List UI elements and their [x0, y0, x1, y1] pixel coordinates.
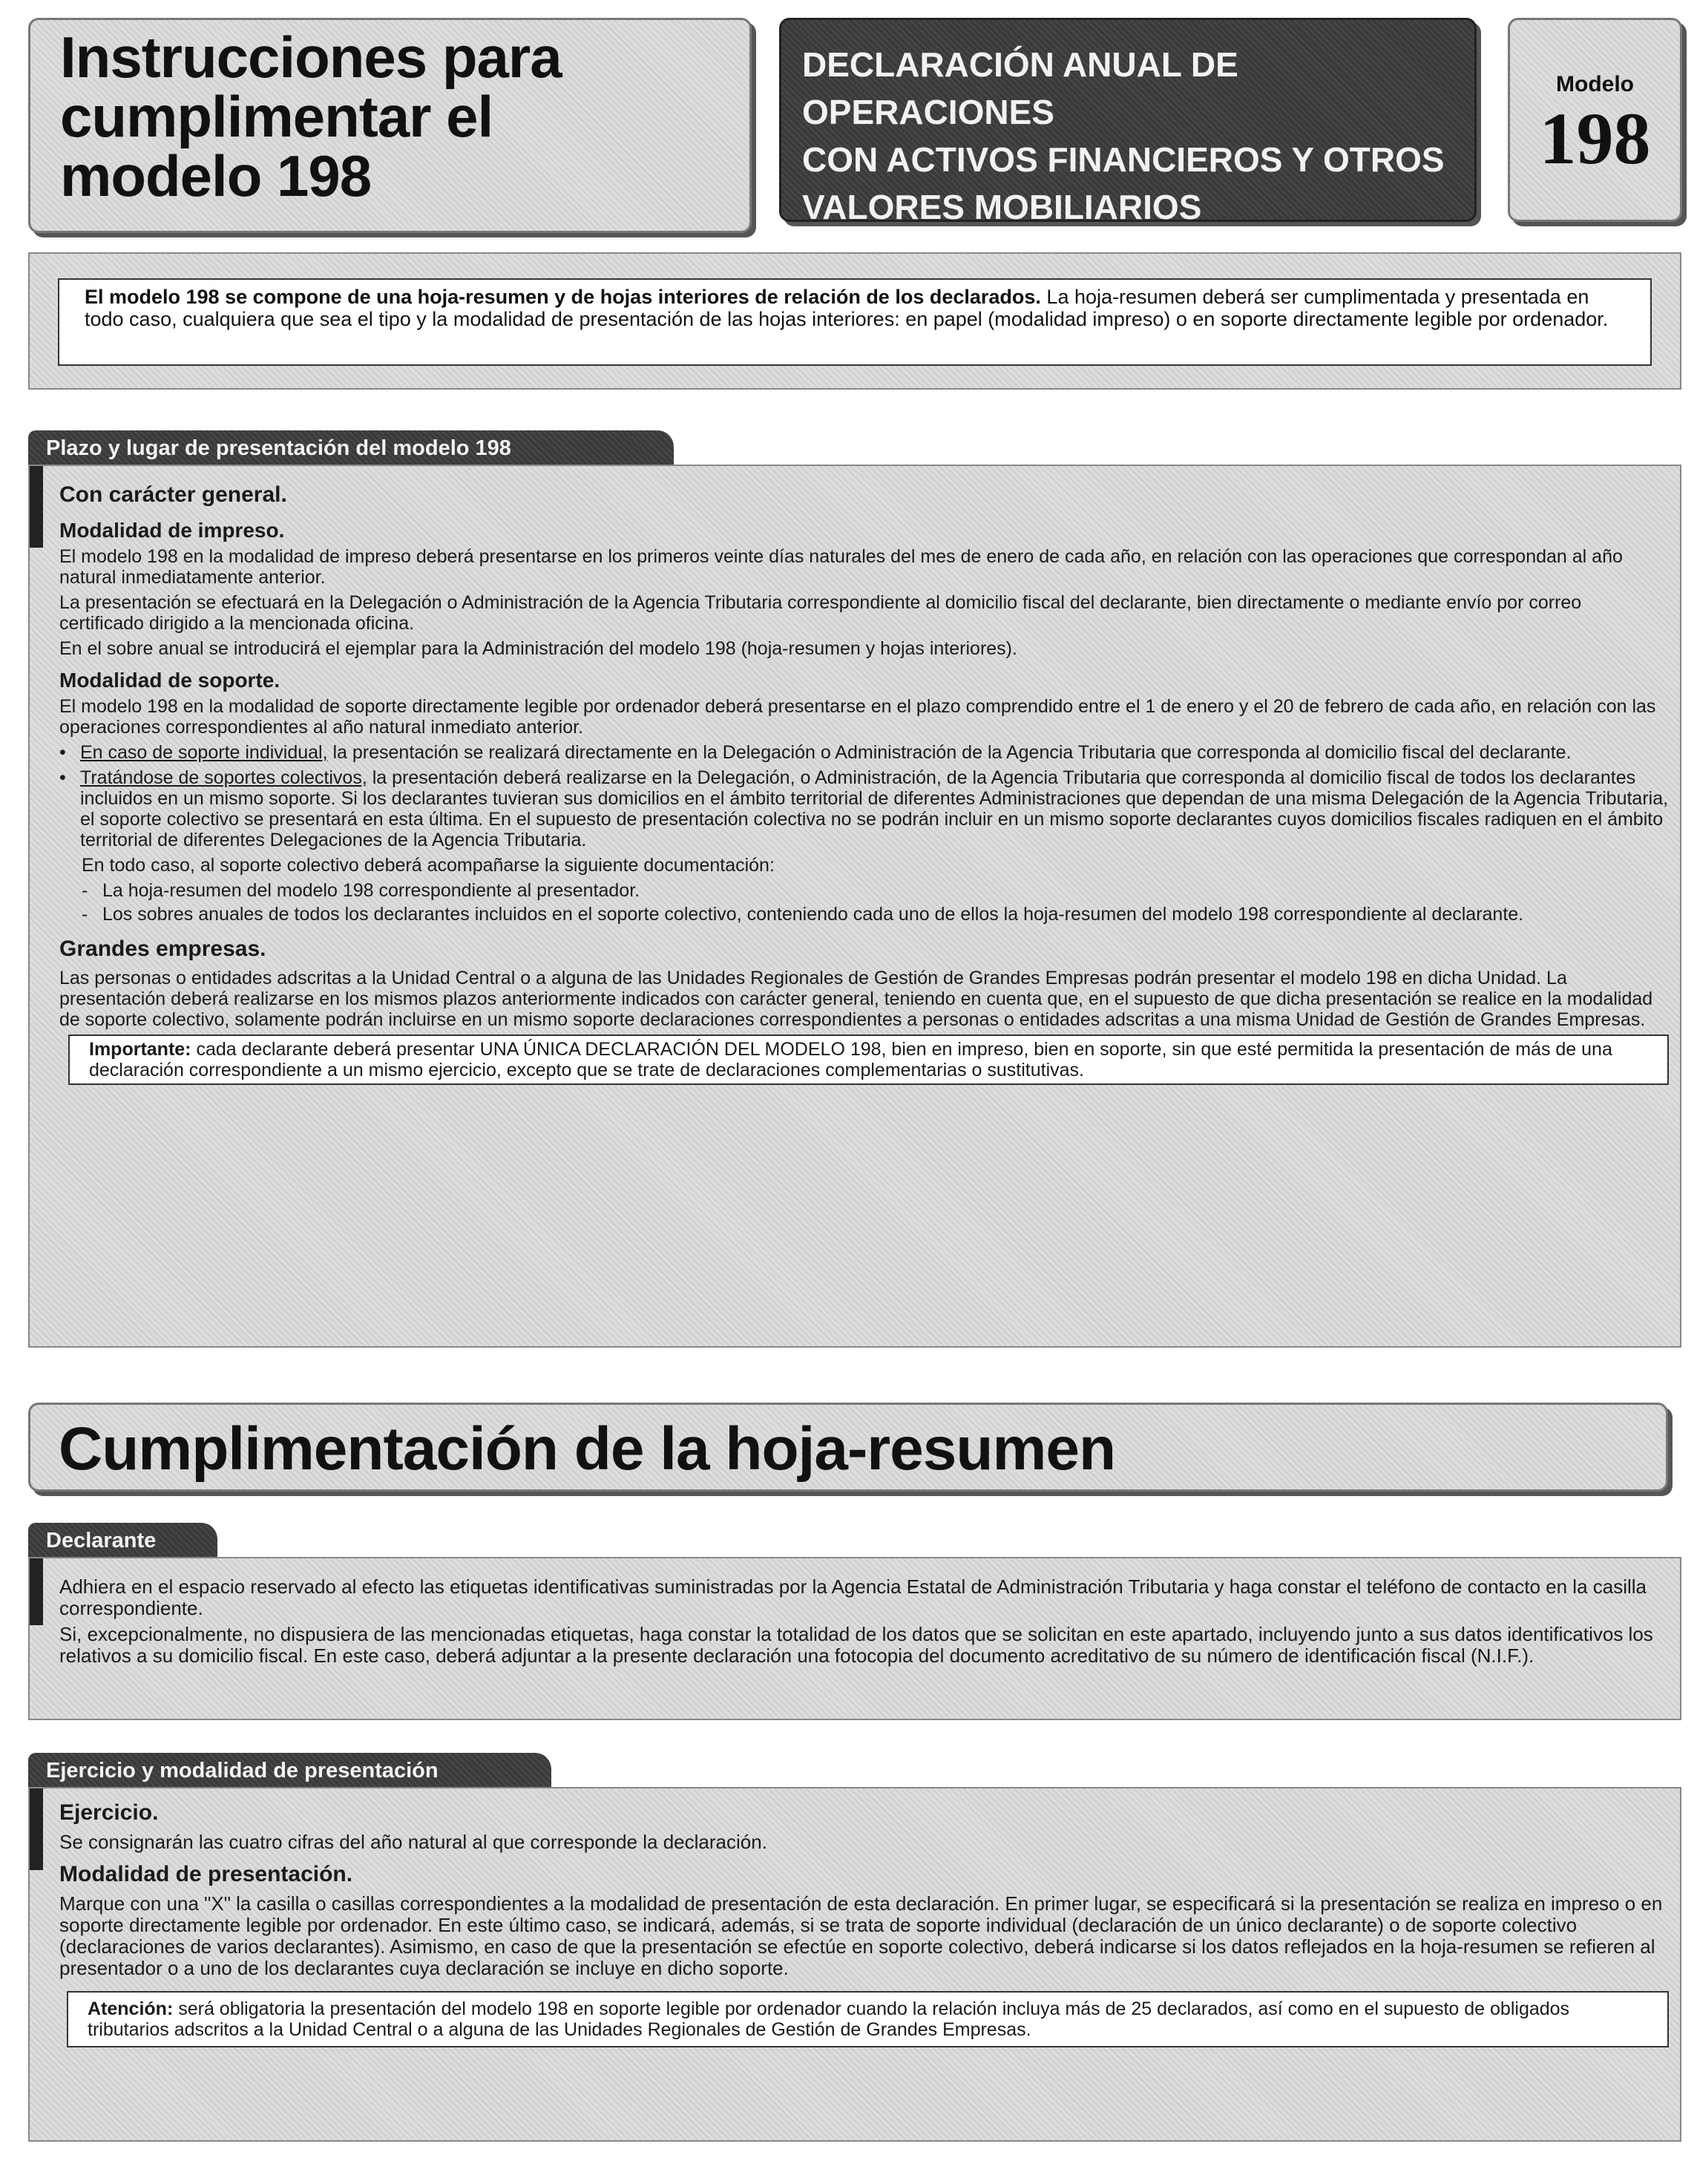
title-line-2: cumplimentar el [60, 84, 493, 149]
document-title [28, 18, 752, 233]
modelo-label: Modelo [1556, 72, 1634, 96]
bullet-1-underlined: En caso de soporte individual, [80, 742, 328, 763]
tab-declarante [28, 1523, 217, 1557]
modelo-badge [1508, 18, 1682, 222]
tab-ejercicio-label: Ejercicio y modalidad de presentación [46, 1759, 439, 1783]
sub-item-1: La hoja-resumen del modelo 198 correspondiente al presentador. [102, 880, 640, 901]
tab-declarante-label: Declarante [46, 1529, 157, 1552]
sub-item-2: Los sobres anuales de todos los declarantes incluidos en el soporte colectivo, conteniendo cada uno de ellos la hoja-resumen del modelo 198 correspondiente al declarante. [102, 904, 1524, 925]
intro-bold: El modelo 198 se compone de una hoja-resumen y de hojas interiores de relación de los declarados. [85, 286, 1041, 308]
tab-ejercicio [28, 1753, 551, 1787]
intro-text: La hoja-resumen deberá ser cumplimentada y presentada en todo caso, cualquiera que sea el tipo y la modalidad de presentación de las hojas interiores: en papel (modalidad impreso) o en soporte directamente legible por ordenador. [85, 286, 1609, 330]
importante-box [68, 1034, 1669, 1085]
atencion-box [67, 1991, 1669, 2047]
impreso-paragraph-2: La presentación se efectuará en la Delegación o Administración de la Agencia Tributaria correspondiente al domicilio fiscal del declarante, bien directamente o mediante envío por correo certificado dirigido a la mencionada oficina. [59, 592, 1582, 634]
tab-plazo [28, 430, 674, 465]
soporte-paragraph: El modelo 198 en la modalidad de soporte directamente legible por ordenador deberá presentarse en el plazo comprendido entre el 1 de enero y el 20 de febrero de cada año, en relación con las operaciones correspondientes al año natural inmediato anterior. [59, 696, 1656, 738]
grandes-paragraph: Las personas o entidades adscritas a la Unidad Central o a alguna de las Unidades Regionales de Gestión de Grandes Empresas podrán presentar el modelo 198 en dicha Unidad. La presentación deberá realizarse en los mismos plazos anteriormente indicados con carácter general, teniendo en cuenta que, en el supuesto de que dicha presentación se realice en la modalidad de soporte colectivo, solamente podrán incluirse en un mismo soporte declaraciones correspondientes a personas o entidades adscritas a una misma Unidad de Gestión de Grandes Empresas. [59, 968, 1653, 1030]
bullet-1-text: la presentación se realizará directamente en la Delegación o Administración de la Agencia Tributaria que corresponda al domicilio fiscal del declarante. [327, 742, 1572, 763]
list-item [59, 767, 1669, 850]
atencion-text: será obligatoria la presentación del modelo 198 en soporte legible por ordenador cuando la relación incluya más de 25 declarados, así como en el supuesto de obligados tributarios adscritos a la Unidad Central o a alguna de las Unidades Regionales de Gestión de Grandes Empresas. [88, 1998, 1570, 2040]
colectivo-intro: En todo caso, al soporte colectivo deberá acompañarse la siguiente documentación: [82, 855, 775, 876]
title-line-1: Instrucciones para [60, 24, 562, 90]
list-item [82, 904, 1669, 925]
plazo-content [59, 478, 1669, 1085]
declarante-paragraph-1: Adhiera en el espacio reservado al efecto las etiquetas identificativas suministradas por la Agencia Estatal de Administración Tributaria y haga constar el teléfono de contacto en la casilla correspondiente. [59, 1575, 1647, 1619]
list-item [82, 880, 1669, 901]
dash-icon: - [82, 880, 88, 901]
impreso-heading: Modalidad de impreso. [59, 519, 285, 542]
section-marker [30, 1788, 43, 1870]
soporte-heading: Modalidad de soporte. [59, 669, 280, 692]
ejercicio-paragraph: Se consignarán las cuatro cifras del año natural al que corresponde la declaración. [59, 1831, 767, 1853]
grandes-heading: Grandes empresas. [59, 937, 266, 961]
ejercicio-content [59, 1796, 1669, 2047]
dash-icon: - [82, 904, 88, 925]
section-marker [30, 1558, 43, 1625]
atencion-label: Atención: [88, 1998, 174, 2019]
declaration-line-2: CON ACTIVOS FINANCIEROS Y OTROS [802, 140, 1445, 179]
section-marker [30, 466, 43, 548]
section-heading-text: Cumplimentación de la hoja-resumen [59, 1415, 1116, 1483]
general-heading: Con carácter general. [59, 482, 287, 507]
section-heading [28, 1403, 1668, 1492]
impreso-paragraph-1: El modelo 198 en la modalidad de impreso deberá presentarse en los primeros veinte días naturales del mes de enero de cada año, en relación con las operaciones que correspondan al año natural inmediatamente anterior. [59, 546, 1623, 588]
declaration-title [779, 18, 1477, 226]
impreso-paragraph-3: En el sobre anual se introducirá el ejemplar para la Administración del modelo 198 (hoja-resumen y hojas interiores). [59, 638, 1017, 659]
declarante-content [59, 1576, 1669, 1671]
modalidad-paragraph: Marque con una "X" la casilla o casillas correspondientes a la modalidad de presentación de esta declaración. En primer lugar, se especificará si la presentación se realiza en impreso o en soporte directamente legible por ordenador. En este último caso, se indicará, además, si se trata de soporte individual (declaración de un único declarante) o de soporte colectivo (declaraciones de varios declarantes). Asimismo, en caso de que la presentación se efectúe en soporte colectivo, deberá indicarse si los datos reflejados en la hoja-resumen se refieren al presentador o a uno de los declarantes cuya declaración se incluye en dicho soporte. [59, 1892, 1663, 1979]
list-item [59, 742, 1669, 763]
declaration-line-1: DECLARACIÓN ANUAL DE OPERACIONES [802, 45, 1238, 131]
importante-text: cada declarante deberá presentar UNA ÚNICA DECLARACIÓN DEL MODELO 198, bien en impreso, bien en soporte, sin que esté permitida la presentación de más de una declaración correspondiente a un mismo ejercicio, excepto que se trate de declaraciones complementarias o sustitutivas. [89, 1039, 1612, 1080]
bullet-icon: • [59, 767, 66, 788]
bullet-2-text: la presentación deberá realizarse en la Delegación, o Administración, de la Agencia Tributaria que corresponda al domicilio fiscal de todos los declarantes incluidos en un mismo soporte. Si los declarantes tuvieran sus domicilios en el ámbito territorial de diferentes Administraciones que dependan de una misma Delegación de la Agencia Tributaria, el soporte colectivo se presentará en esta última. En el supuesto de presentación colectiva no se podrán incluir en un mismo soporte declarantes cuyos domicilios fiscales radiquen en el ámbito territorial de diferentes Delegaciones de la Agencia Tributaria. [80, 767, 1669, 850]
declarante-paragraph-2: Si, excepcionalmente, no dispusiera de las mencionadas etiquetas, haga constar la totalidad de los datos que se solicitan en este apartado, incluyendo junto a sus datos identificativos los relativos a su domicilio fiscal. En este caso, deberá adjuntar a la presente declaración una fotocopia del documento acreditativo de su número de identificación fiscal (N.I.F.). [59, 1623, 1653, 1667]
modalidad-heading: Modalidad de presentación. [59, 1862, 353, 1886]
title-line-3: modelo 198 [60, 143, 372, 209]
bullet-icon: • [59, 742, 66, 763]
intro-box [58, 278, 1652, 366]
tab-plazo-label: Plazo y lugar de presentación del modelo 198 [46, 436, 511, 460]
ejercicio-heading: Ejercicio. [59, 1800, 159, 1825]
declaration-line-3: VALORES MOBILIARIOS [802, 188, 1202, 226]
modelo-number: 198 [1539, 97, 1651, 180]
importante-label: Importante: [89, 1039, 191, 1060]
bullet-2-underlined: Tratándose de soportes colectivos, [80, 767, 367, 788]
